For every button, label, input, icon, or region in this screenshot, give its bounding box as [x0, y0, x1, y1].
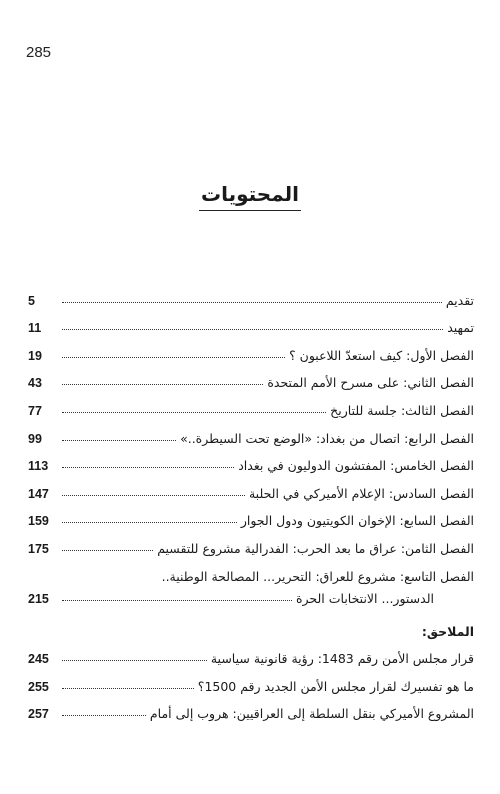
toc-entry-chapter-5[interactable] — [28, 448, 474, 476]
toc-entry-label: المشروع الأميركي بنقل السلطة إلى العراقيين: هروب إلى أمام — [149, 706, 474, 722]
toc-dot-leader — [62, 600, 292, 601]
toc-entry-chapter-7[interactable] — [28, 503, 474, 531]
toc-entry-page: 113 — [28, 459, 49, 474]
toc-dot-leader — [62, 550, 153, 551]
toc-entry-chapter-4[interactable] — [28, 420, 474, 448]
toc-entry-page: 99 — [28, 431, 42, 446]
toc-entry-page: 255 — [28, 679, 49, 694]
toc-entry-label: الدستور... الانتخابات الحرة — [295, 590, 434, 606]
toc-entry-label: الفصل الثاني: على مسرح الأمم المتحدة — [267, 375, 474, 391]
toc-entry-appendix-3[interactable] — [28, 696, 474, 724]
toc-dot-leader — [62, 357, 285, 358]
toc-entry-appendix-2[interactable] — [28, 668, 474, 696]
toc-dot-leader — [62, 715, 146, 716]
toc-entry-page: 77 — [28, 403, 42, 418]
toc-entry-page: 257 — [28, 707, 49, 722]
toc-entry-chapter-8[interactable] — [28, 530, 474, 558]
page-title — [0, 180, 500, 211]
toc-dot-leader — [62, 467, 234, 468]
toc-dot-leader — [62, 495, 245, 496]
toc-entry-page: 159 — [28, 514, 49, 529]
toc-dot-leader — [62, 522, 237, 523]
toc-entry-label: تمهيد — [447, 320, 474, 336]
toc-dot-leader — [62, 302, 442, 303]
toc-entry-page: 43 — [28, 376, 42, 391]
toc-entry-label: تقديم — [445, 292, 474, 308]
toc-entry-label: ما هو تفسيرك لقرار مجلس الأمن الجديد رقم 1500؟ — [197, 678, 474, 694]
toc-dot-leader — [62, 660, 207, 661]
toc-entry-chapter-9-line-2[interactable] — [28, 586, 474, 608]
toc-entry-label: الفصل السادس: الإعلام الأميركي في الحلبة — [248, 485, 474, 501]
toc-entry-chapter-9-line-1[interactable] — [28, 558, 474, 586]
page-title-text: المحتويات — [199, 180, 301, 211]
toc-entry-page: 175 — [28, 541, 49, 556]
appendix-heading: الملاحق: — [421, 623, 474, 639]
toc-entry-label: الفصل الثالث: جلسة للتاريخ — [330, 402, 474, 418]
toc-entry-page: 5 — [28, 293, 35, 308]
toc-entry-page: 11 — [28, 321, 42, 336]
toc-dot-leader — [62, 329, 443, 330]
toc-entry-intro[interactable] — [28, 282, 474, 310]
page-number: 285 — [26, 44, 52, 61]
toc-entry-label: الفصل الأول: كيف استعدّ اللاعبون ؟ — [289, 347, 474, 363]
toc-entry-chapter-1[interactable] — [28, 337, 474, 365]
toc-entry-label: الفصل التاسع: مشروع للعراق: التحرير... المصالحة الوطنية.. — [161, 568, 474, 584]
table-of-contents — [28, 282, 474, 723]
toc-dot-leader — [62, 412, 326, 413]
toc-entry-chapter-3[interactable] — [28, 392, 474, 420]
toc-entry-page-empty — [28, 584, 58, 586]
toc-entry-chapter-6[interactable] — [28, 475, 474, 503]
toc-entry-chapter-2[interactable] — [28, 365, 474, 393]
toc-entry-page: 245 — [28, 652, 49, 667]
toc-dot-leader — [62, 688, 194, 689]
toc-entry-page: 19 — [28, 348, 42, 363]
toc-entry-label: الفصل السابع: الإخوان الكويتيون ودول الجوار — [240, 513, 474, 529]
toc-dot-leader — [62, 384, 263, 385]
toc-entry-page: 147 — [28, 486, 49, 501]
toc-entry-appendix-1[interactable] — [28, 641, 474, 669]
toc-entry-label: الفصل الثامن: عراق ما بعد الحرب: الفدرالية مشروع للتقسيم — [157, 540, 474, 556]
toc-entry-label: الفصل الخامس: المفتشون الدوليون في بغداد — [238, 458, 474, 474]
toc-entry-page: 215 — [28, 591, 49, 606]
toc-entry-label: الفصل الرابع: اتصال من بغداد: «الوضع تحت السيطرة..» — [180, 430, 474, 446]
toc-dot-leader — [62, 440, 176, 441]
toc-entry-preface[interactable] — [28, 310, 474, 338]
toc-entry-label: قرار مجلس الأمن رقم 1483: رؤية قانونية سياسية — [210, 651, 474, 667]
